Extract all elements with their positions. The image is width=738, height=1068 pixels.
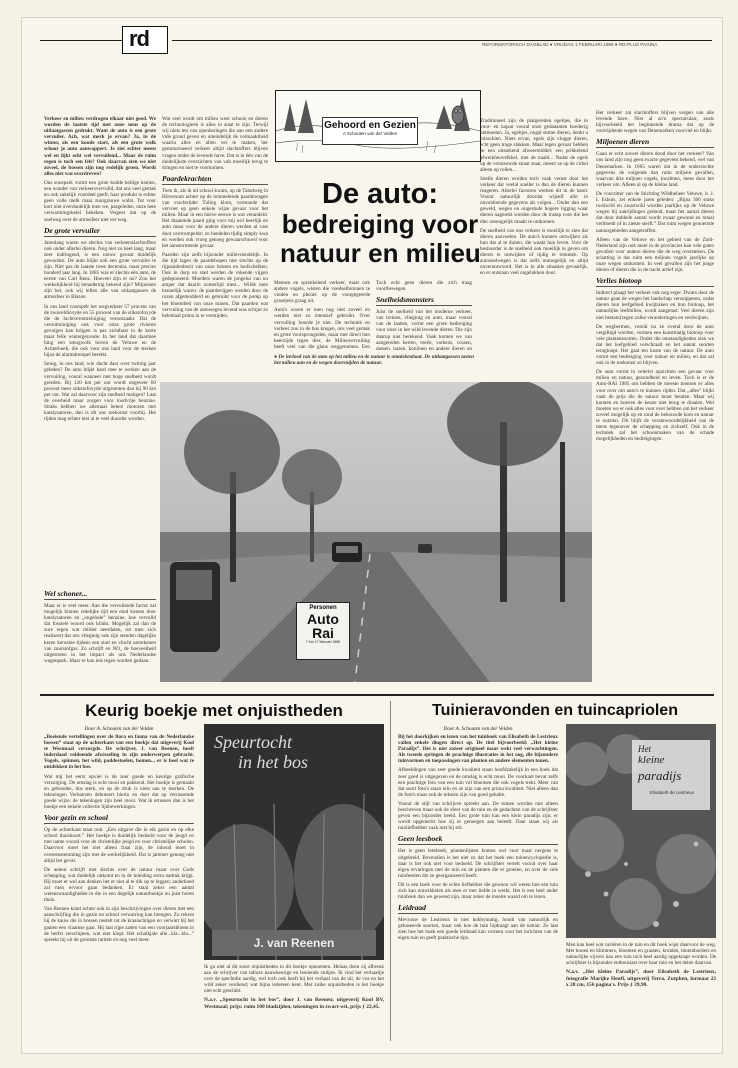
garden-headline: Tuinieravonden en tuincapriolen	[432, 702, 678, 719]
book-intro: „Boeiende vertellingen over de flora en fauna van de Nederlandse bossen” staat op de achterkant van een boekje dat uitgeverij Kool te Westmaal verzorgde. De schrijver, J. van Reenen, heeft inderdaad voldoende afwisseling in zijn onderwerpen gebracht. Vogels, spinnen, het wild, paddestoelen, bomen... er is heel wat te ontdekken in het bos.	[44, 734, 194, 771]
car-left-icon	[170, 562, 220, 652]
garden-cover-title3: paradijs	[638, 768, 682, 783]
main-p12: Traditioneel zijn de platgereden egeltjes, die in voor- en najaar vooral onze gedaaanten hoederig ontmoeten. Ja, egeltjes, nogal slome dieren, denkt u misschien. Niets ervan, egels zijn vlugge dieren, echt geen trage slakken. Maar tegen gevaar hebben ze een uitstekend afweermiddel: een prikkelend afwerkheuvelkkel, met de naald... Nadat de egels op de vernieuwde straat staat, meent ze op de cirkel alleen op rollen...	[480, 118, 588, 173]
main-col-3	[274, 280, 370, 350]
main-p2: Jarenlang waren we slechts van verkeersslachtoffers ook onder allerlei dieren. Nog niet zo heel lang, maar zeer indringend, is een nieuw gevaar duidelijk geworden. De auto blijkt ook een grote vervuiler te zijn. Niet pas de laatste twee decennia, maar precies honderd jaar lang. In 1885 was er slechts één auto, de eerste van Carl Benz. Hoeveel zijn er nu? Zou het werkelijkheid bij benadering bekend zijn? Miljoenen zijn het, ook wij tellen alle van uitlaatgassen de atmosfeer in Blazen.	[44, 239, 156, 301]
book-caption: Ik ga niet al dit soort onjuistheden in dit boekje opnoemen. Helaas doen zij afbreuk aan de schrijver van talloze nauwkeurige en boeiende stukjes. Ik vind het verhaaltje over de spechtdie aardig, wel toch ook heeft hij het verhaal van de uil, de vos en het wild zeker verdiend; wat bijna iedereen kent. Met zulke onjuistheden is het boekje niet echt geschikt.	[204, 964, 384, 995]
main-p11: Toch echt geen dieren die zich traag voortbewegen.	[376, 280, 472, 293]
main-headline	[280, 178, 480, 268]
owl-icon	[452, 106, 464, 124]
garden-byline: Door A. Schouten van der Velden	[443, 726, 513, 732]
masthead-rule-right	[172, 40, 712, 41]
masthead-logo-text: rd	[129, 26, 149, 51]
book-col-2	[204, 964, 384, 1044]
car-far-icon	[418, 544, 432, 553]
column-badge	[275, 90, 481, 162]
masthead-line: REFORMATORISCH DAGBLAD ● VRIJDAG 1 FEBRUARI 1985 ● RD-PLUS PAGINA	[482, 42, 658, 47]
rai-line3: Rai	[312, 625, 334, 641]
newspaper-page	[22, 18, 722, 1053]
book-p3: De auteur schrijft met slechts over de natuur maar over Gods schepping, wat duidelijk uitkomt en in de inleiding extra nadruk krijgt. Hij moet er wel aan denken het er niet al te dik op te leggen; anderhoed zal men ervoor gaan bedanken. Er staat zeker een aantal wetenswaardigheden in die in een degelijk natuurboekje nu juist horen thuis.	[44, 866, 194, 904]
main-col-1	[44, 116, 156, 581]
main-p14: Juist de snelheid van het moderne verkeer, van treinen, vliegtuig en auto, maar vooral van de laatste, vormt een grote bedreiging voor onze in het wild levende dieren. Die zijn daarop niet berekend. Vaak komen we van aangereden herten, reeën, varkens, vossen, dassen, hazen, konijnen en andere dieren op	[376, 309, 472, 350]
garden-cover-title2: kleine	[638, 754, 665, 766]
cover-title-line1: Speurtocht	[214, 732, 292, 752]
main-headline-line2: bedreiging voor	[281, 209, 479, 239]
main-p19: Alleen van de Veluwe en het gebied van de Zuid-Nederland zijn ook meer in de provincies kan vele gaten gevallen voor andere dieren die de weg oversteken. De schatting is dat ruim een miljoen vogels jaarlijks op onze wegen omkomen. In veel gevallen zijn het jonge dieren of dieren die in de nacht actief zijn.	[596, 236, 714, 274]
garden-p4: Dit is een boek voor de echte liefhebber die gewoon wil weten hoe een tuin zich kan ontwikkelen als men er met liefde in werkt. Het is een heel ander tuinboek dan we gewend zijn, maar zeker de moeite waard om te lezen.	[398, 881, 558, 901]
garden-sub-geen-leesboek: Geen leesboek	[398, 835, 558, 845]
garden-sub-leidraad: Leidraad	[398, 904, 558, 914]
book-info: N.a.v. „Speurtocht in het bos”, door J. van Reenen; uitgeverij Kool BV, Westmaal; prijs: ruim 100 bladzijden, tekeningen in zwart-wit, prijs ƒ 22,45.	[204, 997, 384, 1010]
rai-line1: Personen	[309, 605, 337, 611]
book-p1: Wat mij het eerst opviel is de zeer goede en keurige grafische verzorging. De omslag is echt mooi en pakkend. Het boekje is gemaakt en gebonden, dus sterk, en op de druk is niets aan te merken. De tekeningen Verhoeven debuteert hierin en doet dat op verrassende goede wijze; de tekeningen zijn heel mooi. Wat ik ertussen dan is het boekje een enkele collectie lijnbewerkingen.	[44, 773, 194, 811]
main-p20: Indirect plaagt het verkeer ook nog erger. Dwars door de natuur gaan de wegen het landschap versnipperen, zodat dieren hun leefgebied kwijtraken en hun biotoop, het natuurlijke leefmilieu, wordt aangetast. Veel dieren zijn niet bestand tegen zulke veranderingen en verdwijnen.	[596, 290, 714, 321]
main-headline-line1: De auto:	[322, 178, 438, 210]
section-divider	[390, 701, 391, 1041]
book-p2: Op de achterkant staat ook: „Een uitgave die in elk gezin en op elke school thuishoort.” Het boekje is duidelijk bedoeld voor de jeugd en met name vooral voor de christelijke jeugd en voor christelijke scholen. Daarvoor moet het niet alleen fraai zijn, de inhoud moet in overeenstemming zijn met de werkelijkheid. Dat is jammer genoeg niet altijd het geval.	[44, 827, 194, 864]
main-headline-line3: natuur en milieu	[280, 238, 481, 268]
main-p16: Het verkeer zal slachtoffers blijven vergen van alle levende have. Niet al zo'n spectaculair, zoals bijvoorbeeld het beginnende drama dat op de voorrijdende wegen van Denemarken voorviel en blijkt.	[596, 110, 714, 135]
main-col-2	[162, 116, 268, 416]
section-rule	[40, 694, 714, 696]
main-p1: Ons snoepark vormt een grote kudde heilige koeien, een wonder van verkeersvervuild, dat ons veel gemak en ook zakelijk voordeel geeft; haar produkt is echter geen volle melk maar zuurgrauwe walm. Tot voor kort niet overduidelijk toen we, pasgeleden, onze hete verwarmingsketel bekeken. Vergeet dat op de snelweg over de atmosfeer niet ver weg.	[44, 179, 156, 223]
masthead-logo	[122, 26, 168, 54]
main-p4: Smog, in ons land, wie dacht daar over twintig jaar geleden? De auto blijkt hard mee te werken aan de vervuiling, vooral wanneer met hoge snelheid wordt gereden. Bij 120 km per uur wordt ongeveer 60 procent meer stikstofoxyde uitgestoten dan bij 90 km per uur. Wat zal daarvoor zijn snelheid matigen? Laat de overheid maar zorgen voor loodvrije benzine. Straks hebben we allemaal betere motoren met katalysatoren, dan is dit ons toekomst voorbij. Het rijden mag echter niet al te veel duurder worden.	[44, 361, 156, 423]
main-p18: De voorzitter van de Stichting Wildbeheer Veluwe, ir. J. I. Esbuis, zei enkele jaren geleden: „Bijna 300 stuks roodwild en zwartwild worden jaarlijks op de Veluwe wegen bij aanrijdingen gedood, maar het aantal dieren dat door dubbele aantal wordt zwaar gewond en totaal verbloedt of in ziekte sterft.” Dat ruim wegen genoemde natuurgebieden aangetroffen.	[596, 190, 714, 234]
badge-author: A Schouten van der Velden	[342, 131, 398, 136]
main-sub-verlies-biotoop: Verlies biotoop	[596, 277, 714, 287]
main-p15: De snelheid van ons verkeer is moeilijk te zien dat dieren aanvoelen. De auto's kunnen ontwijken als hun dat al te duiten, die waakt hun leven. Voor de bestuurder is de snelheid ook moeilijk te geven om dieren te ontwijken of tijdig te remmen. Op autosnelwegen is dat zelfs onmogelijk en altijd onverantwoord. Het is in alle situaties gevaarlijk, en er ontstaan veel ongelukken door.	[480, 227, 588, 277]
main-col-1b	[44, 586, 156, 686]
garden-p5: Mevrouw de Lestrieux is niet hobbymatig, houdt van natuurlijk en gebaseerde soorten, maar ook hoe de tuin bijdraagt aan de natuur. Ze laat zien hoe het boek een goede leidraad kan vormen voor het inrichten van de eigen tuin en geeft praktische tips.	[398, 917, 558, 942]
cover-title-line2: in het bos	[238, 752, 308, 772]
book-cover	[204, 724, 384, 960]
road-photo	[160, 382, 592, 682]
masthead-rule-left	[40, 40, 126, 41]
book-p4: Van Reenen komt echter ook in zijn beschrijvingen over dieren met een aanschrijfing die in gezin en school verwarring kan brengen. Zo rekent hij de kauw die in bossen nestelt tot de kraaiachtigen en verwart hij het gaaien een vlaamse gaai. Hij laat rijpe zaden van een voorjaarsbloem in de herfst verschijnen, wat niet klopt. Het schalkjale alle...kla...kla...” spreekt hij uit de grootste rariteit en nog veel meer.	[44, 906, 194, 943]
rai-dates: 7 t/m 17 februari 1985	[305, 640, 341, 644]
main-caption	[274, 354, 474, 376]
book-col-1	[44, 734, 194, 1042]
garden-p1: Afbeeldingen van zeer goede kwaliteit staan hoofdzakelijk in een boek dat zeer goed is uitgegeven en de omslag is echt mooi. De voorkant bevat zelfs een prachtige foto van een tuin vol bloemen die ook vogels trekt. Meer van dat soort foto's staan erin en ze zijn van een prima kwaliteit. Niet alleen dan de foto's maar ook de teksten zijn van goed gehalte.	[398, 767, 558, 798]
book-sub-gezin-school: Voor gezin en school	[44, 814, 194, 824]
main-p17: Gaan er echt zoveel dieren dood door het verkeer? Van ons land zijn nog geen exacte gegevens bekend, wel van Denemarken. In 1965 waren dat in de onderzochte gegevens de volgende dan ruim miljoen gevallen, waarvan drie miljoen vogels, kwalmen, mees door het verkeer om. Alleen al op de kleine land.	[596, 151, 714, 188]
garden-col-1	[398, 734, 558, 1042]
car-center-icon	[332, 542, 362, 562]
garden-cover-title1: Het	[638, 744, 651, 754]
rai-poster	[296, 602, 350, 660]
main-p6: Wat veel wordt om milieu weer schoon en dieren de technologieën is alles in staat te zijn. Terwijl wij niets ten van openbaringen die aan een andere vide grond geven en uiteindelijk de volmaaktheid waarin alles en allen ver te maken, her gemotoriseerd verkeer altijd slachtoffers blijven vragen onder de levende have. Dat is in één van de duidelijkste overzichten van valt moeilijk terug te dringen en niet te voorkomen.	[162, 116, 268, 171]
badge-label	[322, 117, 418, 145]
badge-title: Gehoord en Gezien	[324, 120, 416, 131]
book-byline: Door A. Schouten van der Velden	[84, 726, 154, 732]
main-sub-miljoenen: Miljoenen dieren	[596, 138, 714, 148]
main-col-6	[596, 110, 714, 690]
garden-p2: Vooral de stijl van schrijven spreekt aan. De tuinen worden niet alleen beschreven maar ook de sfeer van de tuin en de gedachten van de schrijfster geven een bijzonder beeld. Een grote tuin kan een klein paradijs zijn; er wordt opgemerkt hoe zij er genoegen aan beleeft. Daar staan wij als tuinliefhebber vaak niet bij stil.	[398, 800, 558, 832]
main-sub-wel-schoner: Wel schoner...	[44, 590, 156, 600]
garden-col-2	[566, 942, 716, 1042]
main-p5: Maar er is veel meer. Aan die vervuilende factor zal mogelijk binnen redelijke tijd een eind komen door katalysatoren en „ongelode” benzine, hoe vervuild dat fossiele woord ook klinkt. Mogelijk zal dan de zure regen wat milder neerdalen, tot men zich realiseert dat ons vliegtuig ook zijn stenden dagelijks keren kerosine tijdens een start en vlucht omrekenen van zuurstofgas. Zo schrijft en NO₂ de hoeveelheid uitgestoten in het impact als ons Nederlandse wagenpark. Maar er kan iets tegen worden gedaan.	[44, 603, 156, 664]
garden-caption: Men kan heel wat variëren in de tuin en dit boek wijst daarvoor de weg. Met bonen en klimmers, bloemen en grassen, kruiden, bloemborders en natuurlijke vijvers kan een tuin toch heel aardig opgeknapt worden. De schrijfster is bijzonder enthousiast over haar tuin en het delen daarvan.	[566, 942, 716, 967]
garden-info: N.a.v. „Het kleine Paradijs”, door Elisabeth de Lestrieux, fotografie Marijke Heuff, uitgeverij Terra, Zutphen, formaat 23 x 28 cm, 156 pagina's. Prijs ƒ 39,90.	[566, 969, 716, 988]
main-sub-snelheidsmonsters: Snelheidsmonsters	[376, 296, 472, 306]
main-p10: Auto's waren er toen nog niet zoveel en werden niet zo intensief gebruikt. Over vervuiling hoorde je niet. De techniek en verkeer zou in de bus kregen, ons veel gemak en grote voorsprongeden, maar met direct hun keerzijde tegen dier, de Milieuvervuiling heeft veel van die glans weggenomen. Een	[274, 307, 370, 350]
garden-cover	[566, 724, 716, 938]
main-p8: Paarden zijn zelfs bijzonder milievriendelijk. In die tijd lagen de paardehopen niet slechts op de rijpaardenbezit van onze bossen en loofschelken. Ook in dorp en stad werden de rokende vijgen gedeponeerd. Moeders waren de jongelui van nu amper dat daarin zomerlijd mest... Wilde men kennelijk waren: de paardevijgen werden door de rozen afgemodderd en gebruikt voor de pomp op het bloembed van onze tuinen. Dat paarden wat vervuiling van de autowegen levend was schijnt zo helemaal prima in te vermijden.	[162, 251, 268, 319]
garden-intro: Bij het doorkijken en lezen van het tuinboek van Elisabeth de Lestrieux vallen enkele dingen direct op. De titel bijvoorbeeld: „Het kleine Paradijs”. Het is niet zozeer origineel maar wekt veel verwachtingen. Als tweede springen de prachtige illustraties in het oog, die bijzondere tuinvormen en toepassingen van planten en andere elementen tonen.	[398, 734, 558, 765]
main-p7: Toen ik, als ik uit school kwam, op de Taludweg in Hilversum achter op de remmelende paardewagen van vrachtrijder Tuling klom, vermoede dat vervoer op geen enkele wijze gevaar voor het milieu. Maar in een hoeve eenwe is wat verandeld. Het draaiende paard ging voor mij wel heerlijk en auto maar voor de andere dieren werden al vast door overrompelde; zo hendelen tijdig simply kwa en werden ook vroeg genoeg gewaarschuwd voor het aanstormende gevaar.	[162, 187, 268, 249]
main-p13: Snelle dieren worden toch vaak verast door het verkeer dat veelal sneller is dan de dieren kunnen reageren. Allerlei factoren werken dit in de hand. Vooral natuurlijk doordat wijzelf alle in onvoldoende gegevens als volgen... Onder dan een geweld, wegen en ongestude hogere ligging waar dieren nagerekt worden door de inslap voor die het dier onmogelijk maakt te ontkomen.	[480, 175, 588, 225]
book-headline: Keurig boekje met onjuistheden	[85, 701, 343, 720]
main-caption-text: ● De invloed van de auto op het milieu en de natuur is onmiskenbaar. De uitlaatgassen tasten het milieu aan en de wegen doorsnijden de natuur.	[274, 354, 474, 367]
road-photo-image	[160, 382, 592, 682]
main-col-5	[480, 118, 588, 376]
main-p22: De auto vormt in velerlei opzichten een gevaar voor milieu en natuur, gezondheid en leven. Toch is er de Auto-RAI 1985 om hebben de meeste mensen er alles voor over om auto's te kunnen rijden. Dat „alles” blijkt vaak de prijs die de natuur moet betalen. Maar wij kunnen en hoeven de keuze niet terug te draaien. Wel moeten we er ook alles voor over hebben om het verkeer zoveel mogelijk op en rond de bebouwde kom en natuur te ontzien. Dit blijft de verantwoordelijkheid van de mens tegenover de schepping en zichzelf. Ook in de techniek zal het schoonmaken van de schade mogelijkheden en bedreigingen.	[596, 369, 714, 443]
main-p3: In ons land voorspelt het wegverkeer 57 procent van de zwaveldioxyde en 55 procent van de stikstofoxyde die de luchtverontreiniging veroorzaakt. Dat de verontreiniging ook voor onze grote rivieren gevolgen kan krijgen is pas zichtbaar in de korte maar felle wintergezonde. In het land dat daarmee hing een smogwolk boven de Veluwe en de Achterhoek, die ook voor ons land voor de sterken bijna de alarmdrempel bereikt.	[44, 303, 156, 359]
main-p9: Mensen en sprenkelend verkeer, maar ook andere vogels, wisten die voedselbronnen te vinden en plezier op de voorgegeerde grazejens graag uit.	[274, 280, 370, 305]
main-p21: De wegbermen, voorál nu ze overal door de auto vergiftigd worden, vormen een kunstmatig biotoop voor vele plantensoorten. Onder die omstandigheden zien we dat het leefgebied verschraalt en het aantal soorten terugloopt. Het gaat ten koste van de natuur. De auto vormt een bedreiging voor natuur en milieu, en dat zal ook in de toekomst zo blijven.	[596, 323, 714, 367]
garden-p3: Het is geen leesboek; plantenlijsten komen wel voor maar nergens te uitgebreid. Bovendien is het niet zo dat het boek een tuinencyclopedie is, daar is het ook niet voor bedoeld. De schrijfster vertelt vooral over haar eigen ervaringen met de tuin en de planten die er groeien, en over de vele tuinfeesten die ze georganiseerd heeft.	[398, 848, 558, 879]
main-sub-paardekrachten: Paardekrachten	[162, 175, 268, 185]
main-sub-grote-vervuiler: De grote vervuiler	[44, 227, 156, 237]
cover-author: J. van Reenen	[253, 936, 335, 950]
main-intro: Verkeer en milieu verdragen elkaar niet goed. We worden de laatste tijd met onze neus op de uitlaatgassen gedrukt. Want de auto is een grote vervuiler. Ach, wat merk je ervan? Ja, in de winter, als een koude start, als een grote wolk schoor je auto aanwappert. Je ziet echter meest wel en lijkt echt wel vervuilend... Maar de ruim regen is toch een feit? Ook daarvan zien we niet zoveel, de bossen zijn nog redelijk groen. Wordt alles niet wat overdreven?	[44, 116, 156, 177]
main-col-4	[376, 280, 472, 350]
rai-line2: Auto	[307, 611, 339, 627]
garden-cover-author: Elisabeth de Lestrieux	[649, 790, 695, 795]
